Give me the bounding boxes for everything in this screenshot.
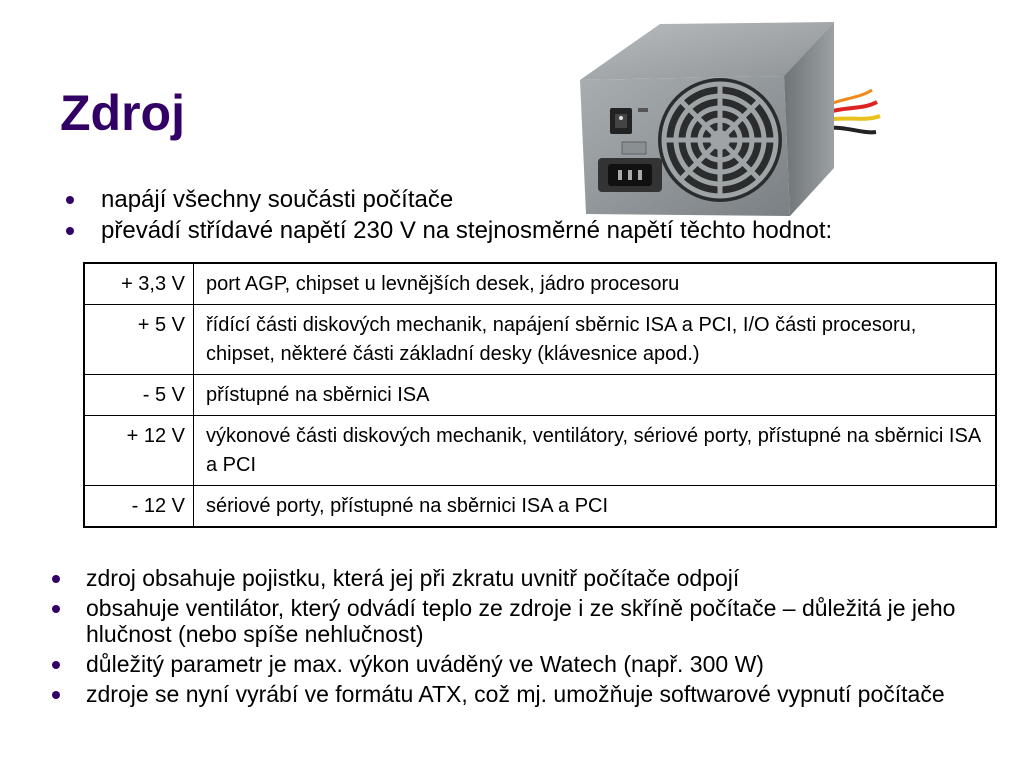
voltage-cell: + 3,3 V: [84, 263, 194, 305]
list-item: [86, 681, 996, 707]
list-item-text: obsahuje ventilátor, který odvádí teplo ze zdroje i ze skříně počítače – důležitá je jeho hlučnost (nebo spíše nehlučnost): [86, 595, 956, 647]
list-item-text: důležitý parametr je max. výkon uváděný ve Watech (např. 300 W): [86, 651, 764, 677]
description-cell: port AGP, chipset u levnějších desek, jádro procesoru: [194, 263, 997, 305]
voltage-cell: - 12 V: [84, 486, 194, 528]
voltage-table: [83, 262, 997, 528]
description-cell: přístupné na sběrnici ISA: [194, 375, 997, 416]
list-item: [86, 595, 996, 647]
list-item: [101, 185, 832, 214]
table-row: [84, 263, 996, 305]
table-row: [84, 305, 996, 375]
description-cell: řídící části diskových mechanik, napájení sběrnic ISA a PCI, I/O části procesoru, chipset, některé části základní desky (klávesnice apod.): [194, 305, 997, 375]
table-row: [84, 486, 996, 528]
list-item: [101, 216, 832, 245]
list-item-text: převádí střídavé napětí 230 V na stejnosměrné napětí těchto hodnot:: [101, 217, 833, 244]
list-item-text: zdroj obsahuje pojistku, která jej při zkratu uvnitř počítače odpojí: [86, 565, 740, 591]
voltage-cell: - 5 V: [84, 375, 194, 416]
bullet-dot-icon: [66, 196, 74, 204]
voltage-cell: + 5 V: [84, 305, 194, 375]
list-item: [86, 651, 996, 677]
bullet-dot-icon: [66, 227, 74, 235]
description-cell: výkonové části diskových mechanik, ventilátory, sériové porty, přístupné na sběrnici ISA a PCI: [194, 416, 997, 486]
slide-title: Zdroj: [60, 85, 185, 141]
outro-bullet-list: [86, 565, 996, 711]
description-cell: sériové porty, přístupné na sběrnici ISA a PCI: [194, 486, 997, 528]
bullet-dot-icon: [52, 605, 60, 613]
bullet-dot-icon: [52, 691, 60, 699]
list-item-text: zdroje se nyní vyrábí ve formátu ATX, což mj. umožňuje softwarové vypnutí počítače: [86, 681, 945, 707]
table-row: [84, 416, 996, 486]
list-item-text: napájí všechny součásti počítače: [101, 186, 454, 213]
bullet-dot-icon: [52, 661, 60, 669]
table-row: [84, 375, 996, 416]
voltage-cell: + 12 V: [84, 416, 194, 486]
list-item: [86, 565, 996, 591]
bullet-dot-icon: [52, 575, 60, 583]
intro-bullet-list: [101, 185, 832, 247]
